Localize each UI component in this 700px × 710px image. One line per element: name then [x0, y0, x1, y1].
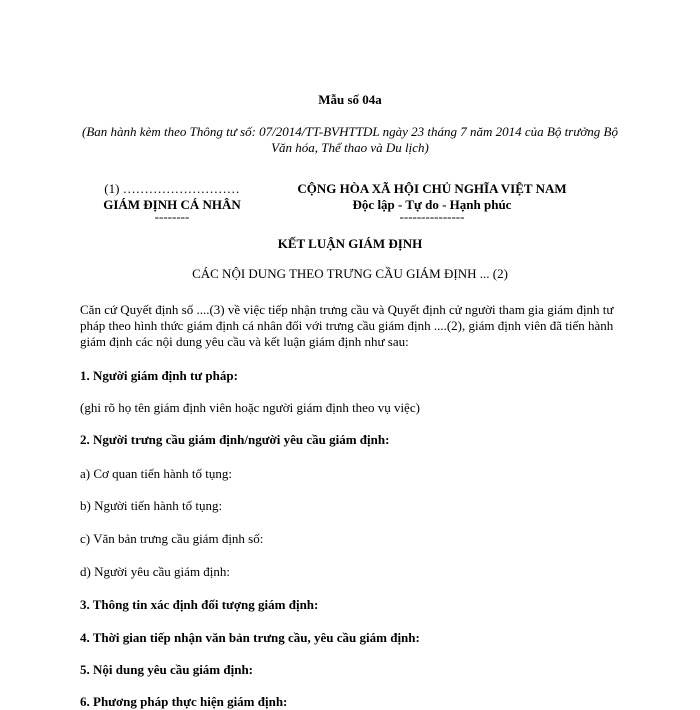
- section-2-item-a: a) Cơ quan tiến hành tố tụng:: [80, 466, 233, 481]
- issue-note: (Ban hành kèm theo Thông tư số: 07/2014/TT-BVHTTDL ngày 23 tháng 7 năm 2014 của Bộ trưởng Bộ Văn hóa, Thể thao và Du lịch): [82, 124, 618, 155]
- section-2-item-c: c) Văn bản trưng cầu giám định số:: [80, 531, 264, 546]
- section-2-item-b: b) Người tiến hành tố tụng:: [80, 498, 223, 513]
- section-2-heading: 2. Người trưng cầu giám định/người yêu cầu giám định:: [80, 432, 390, 447]
- motto-divider: ---------------: [399, 209, 465, 224]
- intro-paragraph: Căn cứ Quyết định số ....(3) về việc tiếp nhận trưng cầu và Quyết định cử người tham gia giám định tư pháp theo hình thức giám định cá nhân đối với trưng cầu giám định ....(2), giám định viên đã tiến hành giám định các nội dung yêu cầu và kết luận giám định như sau:: [80, 302, 614, 349]
- section-1-note: (ghi rõ họ tên giám định viên hoặc người giám định theo vụ việc): [80, 400, 420, 415]
- form-code: Mẫu số 04a: [318, 92, 382, 107]
- agency-divider: --------: [154, 209, 190, 224]
- document-subtitle: CÁC NỘI DUNG THEO TRƯNG CẦU GIÁM ĐỊNH ... (2): [192, 266, 508, 281]
- national-title: CỘNG HÒA XÃ HỘI CHỦ NGHĨA VIỆT NAM: [297, 181, 567, 196]
- section-3-heading: 3. Thông tin xác định đối tượng giám định:: [80, 597, 319, 612]
- section-2-item-d: d) Người yêu cầu giám định:: [80, 564, 231, 579]
- section-5-heading: 5. Nội dung yêu cầu giám định:: [80, 662, 254, 677]
- document-title: KẾT LUẬN GIÁM ĐỊNH: [277, 236, 423, 251]
- agency-name: GIÁM ĐỊNH CÁ NHÂN: [103, 197, 241, 212]
- national-motto: Độc lập - Tự do - Hạnh phúc: [352, 197, 512, 212]
- agency-code-line: (1) ………………………: [104, 181, 240, 196]
- section-6-heading: 6. Phương pháp thực hiện giám định:: [80, 694, 288, 709]
- section-1-heading: 1. Người giám định tư pháp:: [80, 368, 238, 383]
- section-4-heading: 4. Thời gian tiếp nhận văn bản trưng cầu, yêu cầu giám định:: [80, 630, 420, 645]
